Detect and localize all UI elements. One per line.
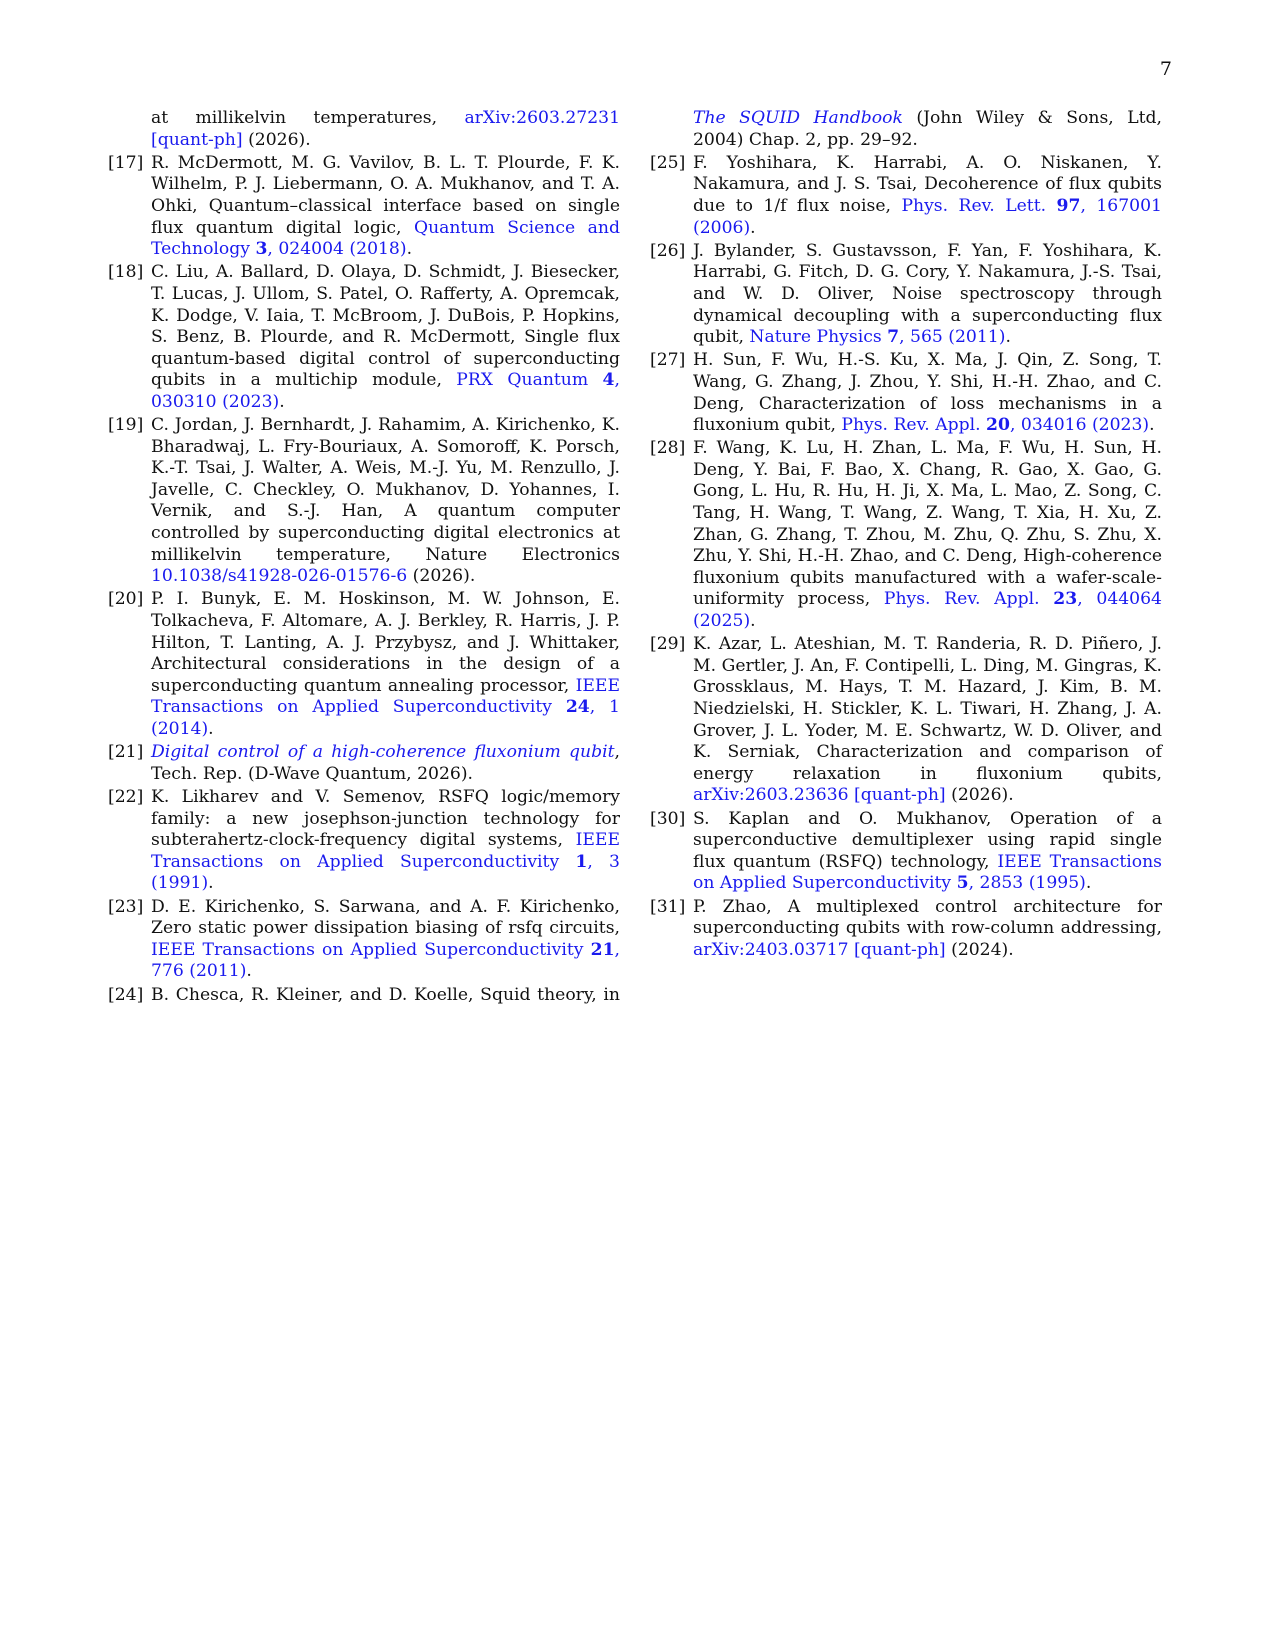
journal-link[interactable]: IEEE Transactions on Applied Superconductivity 24, 1 (2014)	[151, 675, 621, 739]
journal-link[interactable]: Phys. Rev. Appl. 23, 044064 (2025)	[693, 589, 1162, 632]
journal-link[interactable]: PRX Quantum 4, 030310 (2023)	[151, 370, 620, 412]
reference-27: [27] H. Sun, F. Wu, H.-S. Ku, X. Ma, J. Qin, Z. Song, T. Wang, G. Zhang, J. Zhou, Y. Shi, H.-H. Zhao, and C. Deng, Characterization of loss mechanisms in a fluxonium qubit, Phys. Rev. Appl. 20, 034016 (2023).	[650, 350, 1162, 436]
references-left-column	[108, 108, 620, 1008]
book-title-link[interactable]: The SQUID Handbook	[693, 108, 903, 128]
journal-link[interactable]: IEEE Transactions on Applied Superconductivity 1, 3 (1991)	[151, 830, 620, 894]
reference-25: [25] F. Yoshihara, K. Harrabi, A. O. Niskanen, Y. Nakamura, and J. S. Tsai, Decoherence of flux qubits due to 1/f flux noise, Phys. Rev. Lett. 97, 167001 (2006).	[650, 152, 1162, 238]
reference-28: [28] F. Wang, K. Lu, H. Zhan, L. Ma, F. Wu, H. Sun, H. Deng, Y. Bai, F. Bao, X. Chang, R. Gao, X. Gao, G. Gong, L. Hu, R. Hu, H. Ji, X. Ma, L. Mao, Z. Song, C. Tang, H. Wang, T. Wang, Z. Wang, T. Xia, H. Xu, Z. Zhan, G. Zhang, T. Zhou, M. Zhu, Q. Zhu, S. Zhu, X. Zhu, Y. Shi, H.-H. Zhao, and C. Deng, High-coherence fluxonium qubits manufactured with a wafer-scale-uniformity process, Phys. Rev. Appl. 23, 044064 (2025).	[650, 438, 1162, 632]
journal-link[interactable]: IEEE Transactions on Applied Superconductivity 5, 2853 (1995)	[693, 851, 1162, 894]
reference-17: [17] R. McDermott, M. G. Vavilov, B. L. T. Plourde, F. K. Wilhelm, P. J. Liebermann, O. A. Mukhanov, and T. A. Ohki, Quantum–classical interface based on single flux quantum digital logic, Quantum Science and Technology 3, 024004 (2018).	[108, 152, 620, 260]
journal-link[interactable]: IEEE Transactions on Applied Superconductivity 21, 776 (2011)	[151, 939, 620, 982]
reference-29: [29] K. Azar, L. Ateshian, M. T. Randeria, R. D. Piñero, J. M. Gertler, J. An, F. Contipelli, L. Ding, M. Gingras, K. Grossklaus, M. Hays, T. M. Hazard, J. Kim, B. M. Niedzielski, H. Stickler, K. L. Tiwari, H. Zhang, J. A. Grover, J. L. Yoder, M. E. Schwartz, W. D. Oliver, and K. Serniak, Characterization and comparison of energy relaxation in fluxonium qubits, arXiv:2603.23636 [quant-ph] (2026).	[650, 634, 1162, 806]
report-title-link[interactable]: Digital control of a high-coherence fluxonium qubit	[151, 742, 615, 763]
reference-continuation: at millikelvin temperatures, arXiv:2603.27231 [quant-ph] (2026).	[151, 108, 621, 150]
reference-22: [22] K. Likharev and V. Semenov, RSFQ logic/memory family: a new josephson-junction technology for subterahertz-clock-frequency digital systems, IEEE Transactions on Applied Superconductivity 1, 3 (1991).	[108, 786, 620, 894]
reference-26: [26] J. Bylander, S. Gustavsson, F. Yan, F. Yoshihara, K. Harrabi, G. Fitch, D. G. Cory, Y. Nakamura, J.-S. Tsai, and W. D. Oliver, Noise spectroscopy through dynamical decoupling with a superconducting flux qubit, Nature Physics 7, 565 (2011).	[650, 240, 1162, 348]
arxiv-link[interactable]: arXiv:2603.27231 [quant-ph]	[151, 108, 621, 150]
reference-24: [24] B. Chesca, R. Kleiner, and D. Koelle, Squid theory, in	[108, 984, 620, 1005]
doi-link[interactable]: 10.1038/s41928-026-01576-6	[151, 566, 408, 587]
journal-link[interactable]: Phys. Rev. Appl. 20, 034016 (2023)	[841, 415, 1150, 436]
reference-21: [21] Digital control of a high-coherence fluxonium qubit, Tech. Rep. (D-Wave Quantum, 2026).	[108, 742, 620, 784]
references-right-column	[650, 108, 1162, 963]
journal-link[interactable]: Phys. Rev. Lett. 97, 167001 (2006)	[693, 195, 1162, 238]
reference-31: [31] P. Zhao, A multiplexed control architecture for superconducting qubits with row-column addressing, arXiv:2403.03717 [quant-ph] (2024).	[650, 896, 1162, 960]
reference-18: [18] C. Liu, A. Ballard, D. Olaya, D. Schmidt, J. Biesecker, T. Lucas, J. Ullom, S. Patel, O. Rafferty, A. Opremcak, K. Dodge, V. Iaia, T. McBroom, J. DuBois, P. Hopkins, S. Benz, B. Plourde, and R. McDermott, Single flux quantum-based digital control of superconducting qubits in a multichip module, PRX Quantum 4, 030310 (2023).	[108, 262, 620, 412]
reference-30: [30] S. Kaplan and O. Mukhanov, Operation of a superconductive demultiplexer using rapid single flux quantum (RSFQ) technology, IEEE Transactions on Applied Superconductivity 5, 2853 (1995).	[650, 808, 1162, 894]
reference-19: [19] C. Jordan, J. Bernhardt, J. Rahamim, A. Kirichenko, K. Bharadwaj, L. Fry-Bouriaux, A. Somoroff, K. Porsch, K.-T. Tsai, J. Walter, A. Weis, M.-J. Yu, M. Renzullo, J. Javelle, C. Checkley, O. Mukhanov, D. Yohannes, I. Vernik, and S.-J. Han, A quantum computer controlled by superconducting digital electronics at millikelvin temperature, Nature Electronics 10.1038/s41928-026-01576-6 (2026).	[108, 415, 620, 587]
journal-link[interactable]: Nature Physics 7, 565 (2011)	[749, 327, 1006, 348]
arxiv-link[interactable]: arXiv:2603.23636 [quant-ph]	[693, 785, 946, 806]
reference-23: [23] D. E. Kirichenko, S. Sarwana, and A. F. Kirichenko, Zero static power dissipation biasing of rsfq circuits, IEEE Transactions on Applied Superconductivity 21, 776 (2011).	[108, 896, 620, 982]
page-number: 7	[1159, 58, 1172, 80]
reference-continuation: The SQUID Handbook (John Wiley & Sons, Ltd, 2004) Chap. 2, pp. 29–92.	[693, 108, 1162, 150]
journal-link[interactable]: Quantum Science and Technology 3, 024004 (2018)	[151, 217, 620, 260]
arxiv-link[interactable]: arXiv:2403.03717 [quant-ph]	[693, 939, 946, 960]
reference-20: [20] P. I. Bunyk, E. M. Hoskinson, M. W. Johnson, E. Tolkacheva, F. Altomare, A. J. Berkley, R. Harris, J. P. Hilton, T. Lanting, A. J. Przybysz, and J. Whittaker, Architectural considerations in the design of a superconducting quantum annealing processor, IEEE Transactions on Applied Superconductivity 24, 1 (2014).	[108, 589, 621, 739]
